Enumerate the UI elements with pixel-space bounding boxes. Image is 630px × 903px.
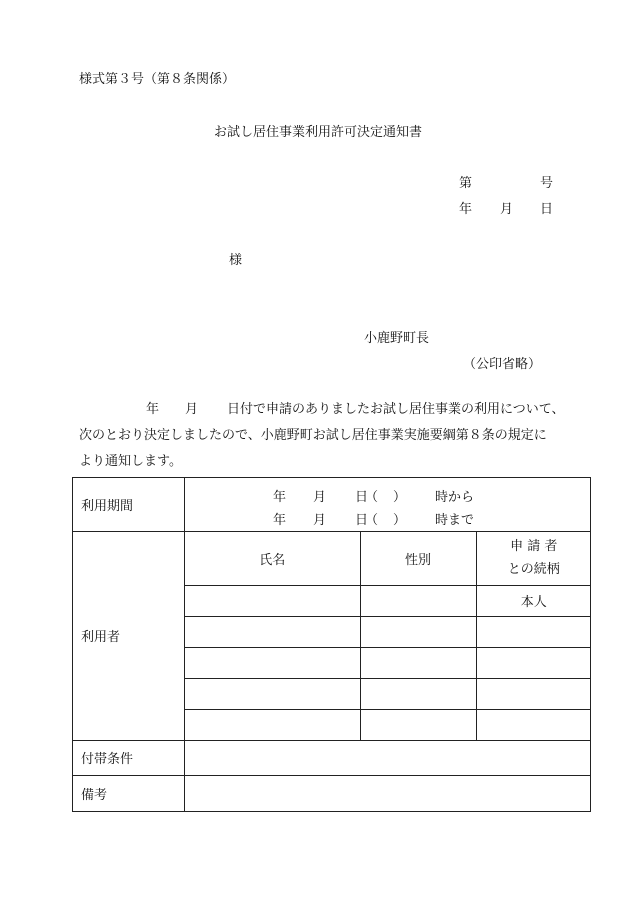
body-line2: 次のとおり決定しましたので、小鹿野町お試し居住事業実施要綱第８条の規定に (79, 428, 547, 443)
remarks-value (185, 775, 591, 811)
document-title: お試し居住事業利用許可決定通知書 (214, 125, 423, 140)
user-gender-cell (360, 585, 476, 616)
user-name-cell (185, 709, 360, 740)
seal-note: （公印省略） (463, 357, 542, 372)
period-to (185, 505, 590, 528)
decision-table (72, 477, 591, 812)
col-relation-line2: との続柄 (507, 562, 560, 578)
user-relation-cell (476, 709, 591, 740)
table-row (185, 647, 591, 678)
period-cell (185, 478, 591, 532)
users-label: 利用者 (73, 532, 185, 741)
col-name-header: 氏名 (185, 532, 360, 585)
period-label: 利用期間 (73, 478, 185, 532)
period-from-paren-close: ） (393, 489, 407, 505)
form-number: 様式第３号（第８条関係） (79, 72, 236, 87)
remarks-label: 備考 (73, 775, 185, 811)
user-gender-cell (360, 647, 476, 678)
user-name-cell (185, 647, 360, 678)
period-from-year: 年 (273, 489, 287, 505)
user-relation-cell: 本人 (476, 585, 591, 616)
period-to-paren-close: ） (393, 512, 407, 528)
date-year: 年 (459, 202, 473, 217)
user-name-cell (185, 678, 360, 709)
body-line1-rest: 日付で申請のありましたお試し居住事業の利用について、 (227, 402, 565, 417)
period-to-paren-open: （ (365, 512, 379, 528)
period-from-day: 日 (355, 489, 369, 505)
body-line3: より通知します。 (79, 454, 182, 469)
user-name-cell (185, 585, 360, 616)
user-gender-cell (360, 616, 476, 647)
conditions-value (185, 740, 591, 775)
col-gender-header: 性別 (360, 532, 476, 585)
notice-body (79, 397, 589, 475)
period-from-month: 月 (313, 489, 327, 505)
user-name-cell (185, 616, 360, 647)
users-table (185, 532, 591, 740)
table-row (185, 585, 591, 616)
doc-number-go: 号 (540, 176, 554, 191)
period-to-day: 日 (355, 512, 369, 528)
user-relation-cell (476, 616, 591, 647)
body-month: 月 (185, 402, 199, 417)
col-relation-line1: 申 請 者 (510, 539, 558, 555)
date-month: 月 (500, 202, 514, 217)
conditions-label: 付帯条件 (73, 740, 185, 775)
issuer-name: 小鹿野町長 (364, 331, 430, 346)
period-to-suffix: 時まで (435, 512, 475, 528)
user-relation-cell (476, 647, 591, 678)
date-day: 日 (540, 202, 554, 217)
table-row (185, 709, 591, 740)
addressee-suffix: 様 (229, 253, 243, 268)
body-year: 年 (146, 402, 160, 417)
users-cell (185, 532, 591, 741)
user-relation-cell (476, 678, 591, 709)
period-from (185, 482, 590, 505)
user-gender-cell (360, 709, 476, 740)
col-relation-header (476, 532, 591, 585)
doc-number-dai: 第 (459, 176, 473, 191)
table-row (185, 678, 591, 709)
user-gender-cell (360, 678, 476, 709)
table-row (185, 616, 591, 647)
period-from-suffix: 時から (435, 489, 475, 505)
period-to-year: 年 (273, 512, 287, 528)
period-from-paren-open: （ (365, 489, 379, 505)
period-to-month: 月 (313, 512, 327, 528)
